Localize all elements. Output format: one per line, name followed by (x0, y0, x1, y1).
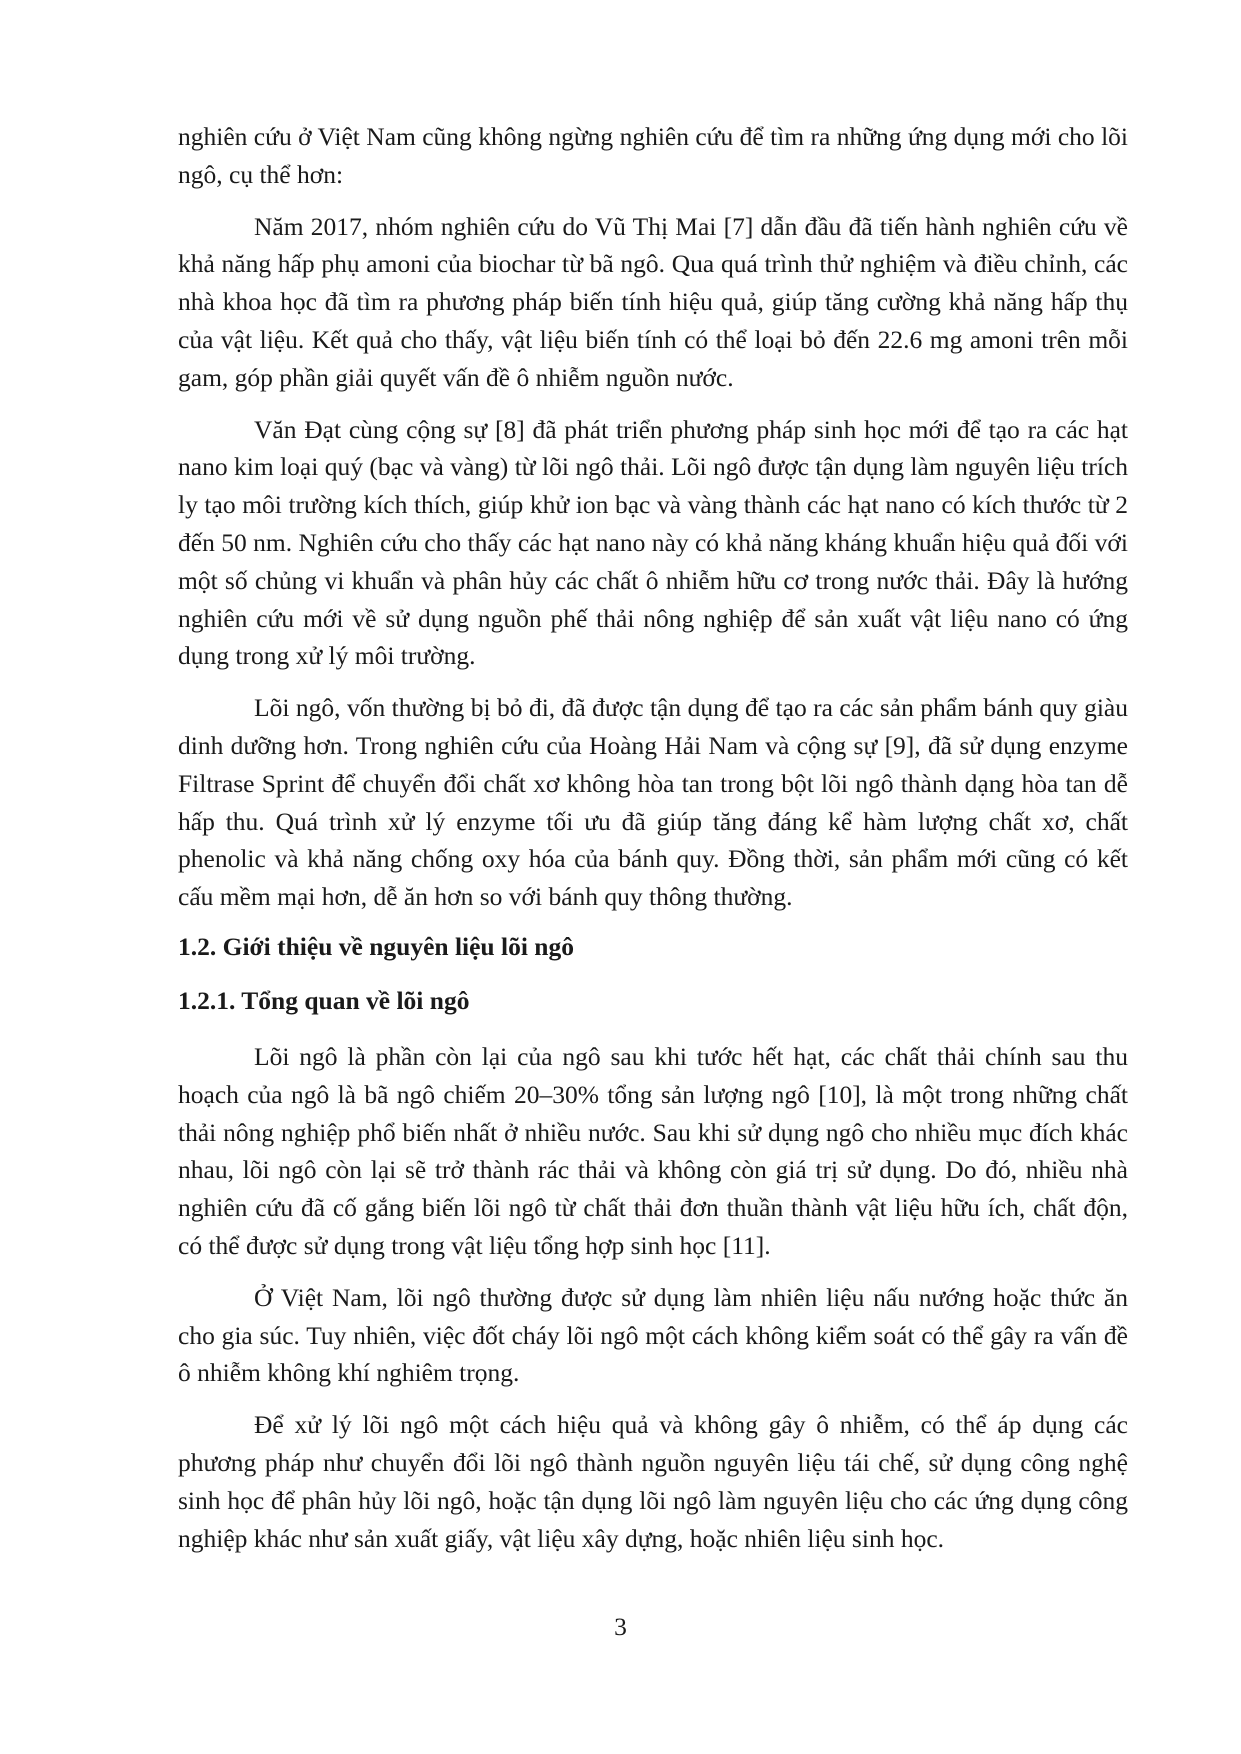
paragraph-4: Lõi ngô, vốn thường bị bỏ đi, đã được tận dụng để tạo ra các sản phẩm bánh quy giàu dinh dưỡng hơn. Trong nghiên cứu của Hoàng Hải Nam và cộng sự [9], đã sử dụng enzyme Filtrase Sprint để chuyển đổi chất xơ không hòa tan trong bột lõi ngô thành dạng hòa tan dễ hấp thu. Quá trình xử lý enzyme tối ưu đã giúp tăng đáng kể hàm lượng chất xơ, chất phenolic và khả năng chống oxy hóa của bánh quy. Đồng thời, sản phẩm mới cũng có kết cấu mềm mại hơn, dễ ăn hơn so với bánh quy thông thường. (178, 693, 1128, 912)
paragraph-7: Để xử lý lõi ngô một cách hiệu quả và không gây ô nhiễm, có thể áp dụng các phương pháp như chuyển đổi lõi ngô thành nguồn nguyên liệu tái chế, sử dụng công nghệ sinh học để phân hủy lõi ngô, hoặc tận dụng lõi ngô làm nguyên liệu cho các ứng dụng công nghiệp khác như sản xuất giấy, vật liệu xây dựng, hoặc nhiên liệu sinh học. (178, 1410, 1128, 1553)
section-heading-1-2-1: 1.2.1. Tổng quan về lõi ngô (178, 985, 470, 1015)
paragraph-5: Lõi ngô là phần còn lại của ngô sau khi tước hết hạt, các chất thải chính sau thu hoạch của ngô là bã ngô chiếm 20–30% tổng sản lượng ngô [10], là một trong những chất thải nông nghiệp phổ biến nhất ở nhiều nước. Sau khi sử dụng ngô cho nhiều mục đích khác nhau, lõi ngô còn lại sẽ trở thành rác thải và không còn giá trị sử dụng. Do đó, nhiều nhà nghiên cứu đã cố gắng biến lõi ngô từ chất thải đơn thuần thành vật liệu hữu ích, chất độn, có thể được sử dụng trong vật liệu tổng hợp sinh học [11]. (178, 1041, 1128, 1260)
paragraph-1: nghiên cứu ở Việt Nam cũng không ngừng nghiên cứu để tìm ra những ứng dụng mới cho lõi ngô, cụ thể hơn: (178, 122, 1128, 189)
paragraph-2: Năm 2017, nhóm nghiên cứu do Vũ Thị Mai [7] dẫn đầu đã tiến hành nghiên cứu về khả năng hấp phụ amoni của biochar từ bã ngô. Qua quá trình thử nghiệm và điều chỉnh, các nhà khoa học đã tìm ra phương pháp biến tính hiệu quả, giúp tăng cường khả năng hấp thụ của vật liệu. Kết quả cho thấy, vật liệu biến tính có thể loại bỏ đến 22.6 mg amoni trên mỗi gam, góp phần giải quyết vấn đề ô nhiễm nguồn nước. (178, 211, 1128, 392)
paragraph-3: Văn Đạt cùng cộng sự [8] đã phát triển phương pháp sinh học mới để tạo ra các hạt nano kim loại quý (bạc và vàng) từ lõi ngô thải. Lõi ngô được tận dụng làm nguyên liệu trích ly tạo môi trường kích thích, giúp khử ion bạc và vàng thành các hạt nano có kích thước từ 2 đến 50 nm. Nghiên cứu cho thấy các hạt nano này có khả năng kháng khuẩn hiệu quả đối với một số chủng vi khuẩn và phân hủy các chất ô nhiễm hữu cơ trong nước thải. Đây là hướng nghiên cứu mới về sử dụng nguồn phế thải nông nghiệp để sản xuất vật liệu nano có ứng dụng trong xử lý môi trường. (178, 414, 1128, 671)
paragraph-6: Ở Việt Nam, lõi ngô thường được sử dụng làm nhiên liệu nấu nướng hoặc thức ăn cho gia súc. Tuy nhiên, việc đốt cháy lõi ngô một cách không kiểm soát có thể gây ra vấn đề ô nhiễm không khí nghiêm trọng. (178, 1282, 1128, 1388)
document-page (178, 118, 1128, 1571)
page-number: 3 (614, 1612, 627, 1641)
section-heading-1-2: 1.2. Giới thiệu về nguyên liệu lõi ngô (178, 931, 574, 961)
